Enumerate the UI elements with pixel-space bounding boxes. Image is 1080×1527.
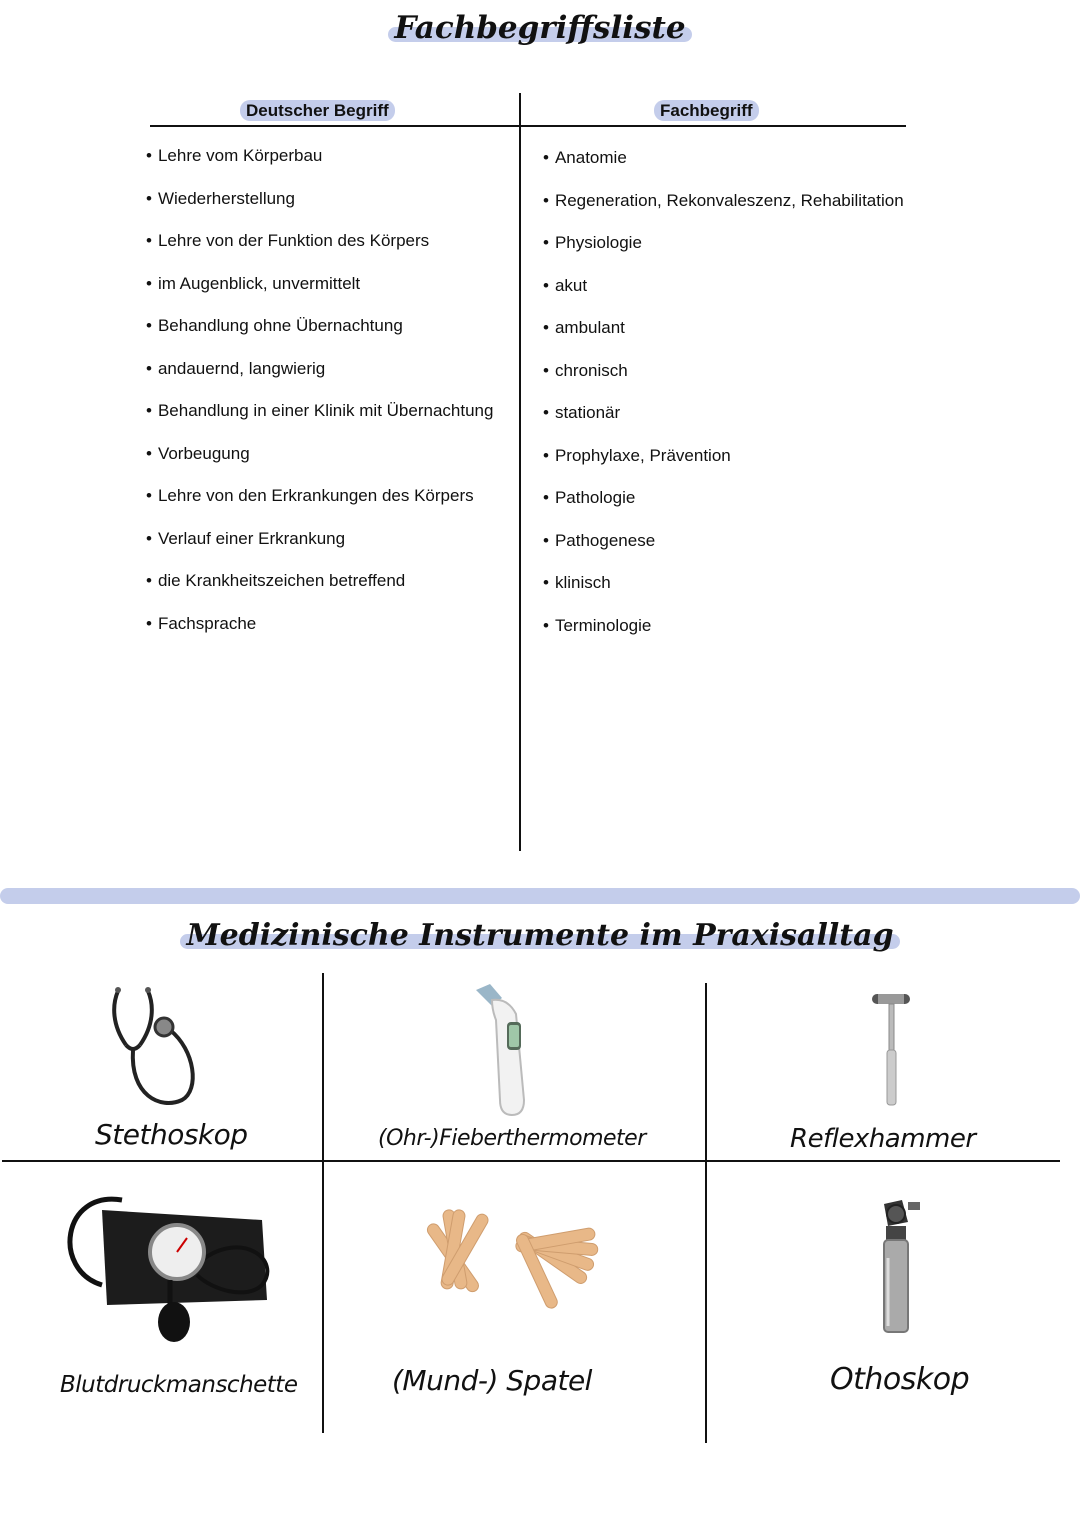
list-item: • stationär [543, 403, 904, 446]
list-item: • die Krankheitszeichen betreffend [146, 571, 493, 614]
list-item: • Verlauf einer Erkrankung [146, 529, 493, 572]
list-item: • Pathologie [543, 488, 904, 531]
list-item: • Vorbeugung [146, 444, 493, 487]
grid-divider-left [322, 973, 324, 1433]
list-item: • Terminologie [543, 616, 904, 659]
list-item: • Lehre von der Funktion des Körpers [146, 231, 493, 274]
list-item: • ambulant [543, 318, 904, 361]
list-item: • Physiologie [543, 233, 904, 276]
table-header-rule [150, 125, 906, 127]
list-item: • Wiederherstellung [146, 189, 493, 232]
page-title: Fachbegriffsliste [394, 10, 686, 46]
german-terms-list [146, 146, 493, 656]
list-item: • klinisch [543, 573, 904, 616]
list-item: • im Augenblick, unvermittelt [146, 274, 493, 317]
reflex-hammer-icon [870, 990, 914, 1115]
list-item: • Lehre vom Körperbau [146, 146, 493, 189]
caption-fieberthermometer: (Ohr-)Fieberthermometer [378, 1126, 646, 1151]
caption-stethoskop: Stethoskop [95, 1118, 248, 1151]
list-item: • Behandlung ohne Übernachtung [146, 316, 493, 359]
list-item: • Prophylaxe, Prävention [543, 446, 904, 489]
otoscope-icon [874, 1198, 924, 1338]
grid-divider-horizontal [2, 1160, 1060, 1162]
list-item: • Fachsprache [146, 614, 493, 657]
caption-blutdruckmanschette: Blutdruckmanschette [60, 1372, 298, 1398]
caption-othoskop: Othoskop [830, 1362, 970, 1397]
stethoscope-icon [100, 985, 210, 1110]
technical-terms-list [543, 148, 904, 658]
caption-reflexhammer: Reflexhammer [790, 1124, 976, 1154]
list-item: • Lehre von den Erkrankungen des Körpers [146, 486, 493, 529]
tongue-depressor-icon [400, 1205, 645, 1310]
list-item: • Behandlung in einer Klinik mit Übernachtung [146, 401, 493, 444]
header-deutscher-begriff: Deutscher Begriff [240, 101, 395, 121]
list-item: • Pathogenese [543, 531, 904, 574]
list-item: • Anatomie [543, 148, 904, 191]
instruments-title: Medizinische Instrumente im Praxisalltag [186, 918, 894, 953]
grid-divider-right [705, 983, 707, 1443]
list-item: • andauernd, langwierig [146, 359, 493, 402]
list-item: • chronisch [543, 361, 904, 404]
blood-pressure-cuff-icon [62, 1190, 277, 1345]
ear-thermometer-icon [470, 980, 540, 1120]
list-item: • Regeneration, Rekonvaleszenz, Rehabilitation [543, 191, 904, 234]
list-item: • akut [543, 276, 904, 319]
header-fachbegriff: Fachbegriff [654, 101, 759, 121]
section-divider-band [0, 888, 1080, 904]
table-column-divider [519, 93, 521, 851]
caption-spatel: (Mund-) Spatel [392, 1364, 592, 1397]
